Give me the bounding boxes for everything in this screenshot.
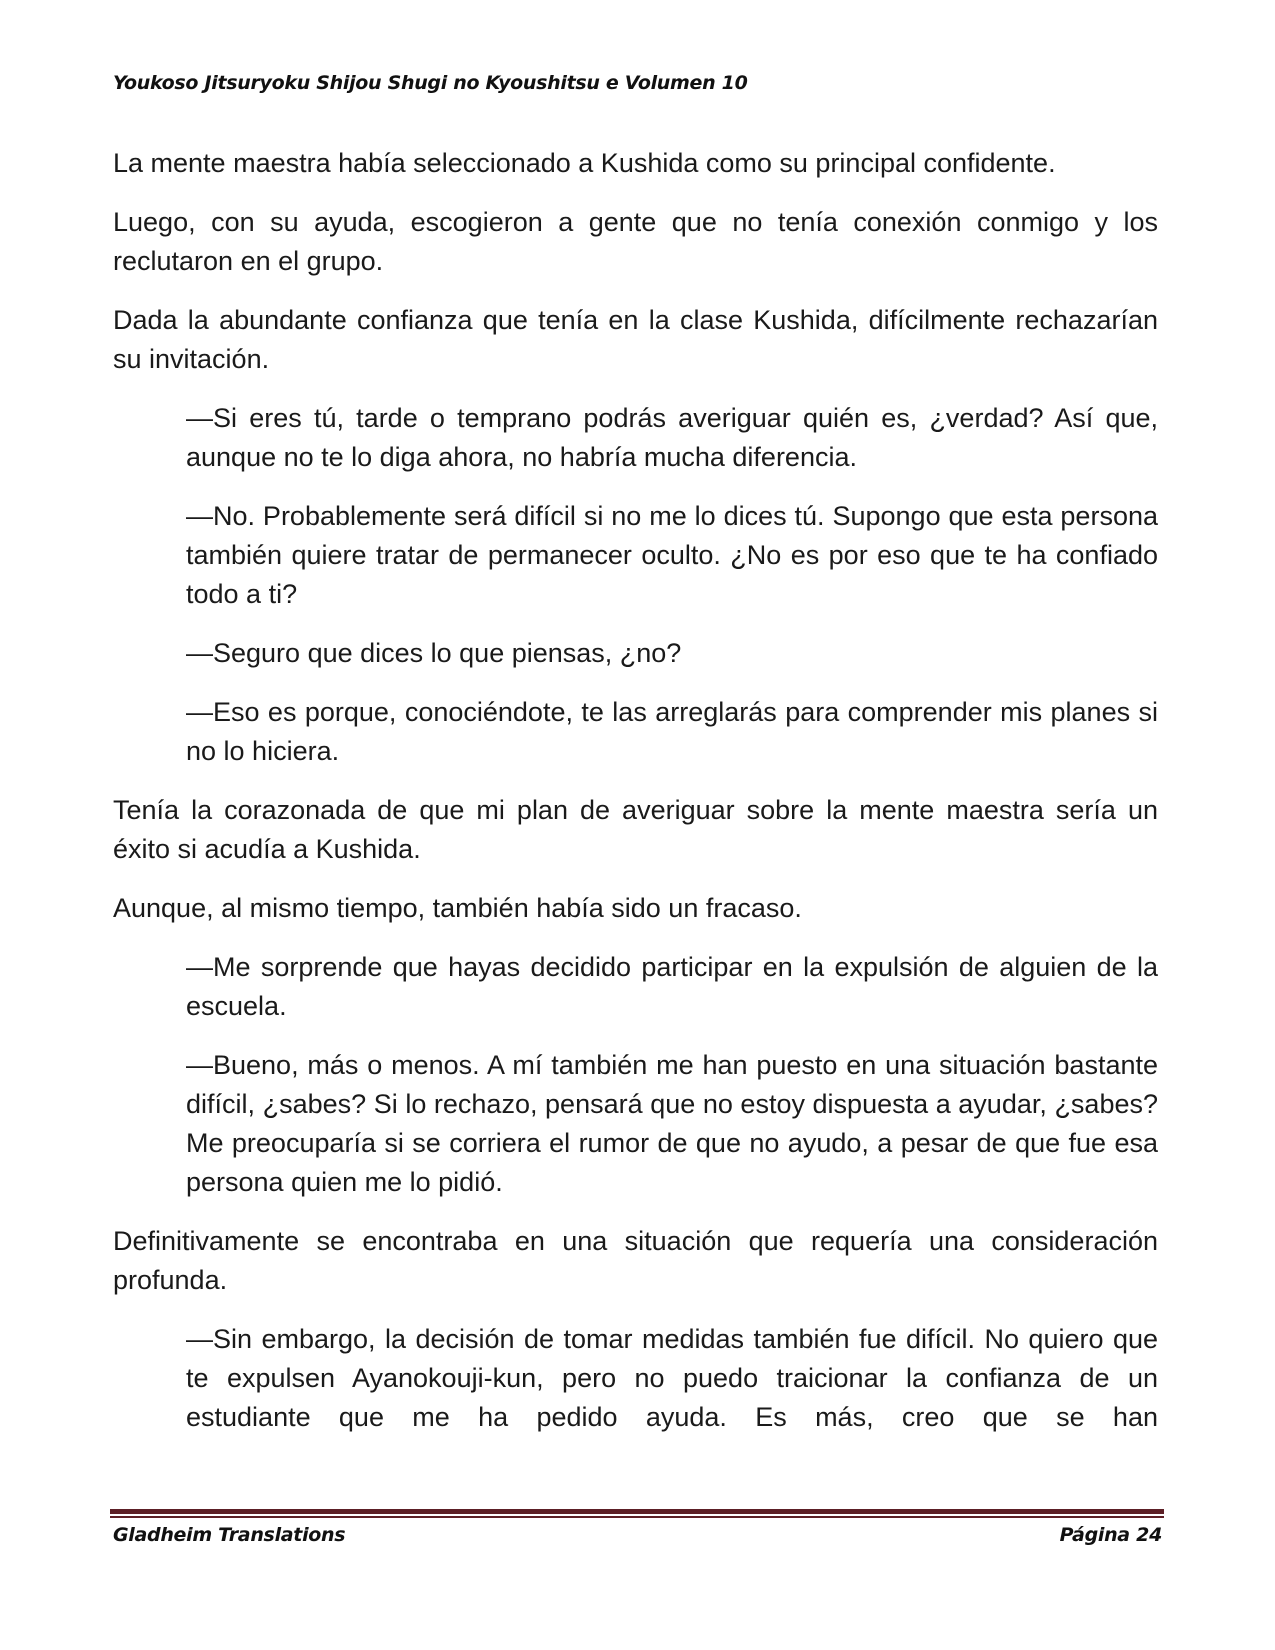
- paragraph: La mente maestra había seleccionado a Kushida como su principal confidente.: [113, 148, 1056, 178]
- dialog-paragraph: —No. Probablemente será difícil si no me lo dices tú. Supongo que esta persona también quiere tratar de permanecer oculto. ¿No es por eso que te ha confiado todo a ti?: [186, 501, 1158, 609]
- paragraph: Definitivamente se encontraba en una situación que requería una consideración profunda.: [113, 1226, 1158, 1295]
- paragraph: Aunque, al mismo tiempo, también había sido un fracaso.: [113, 893, 802, 923]
- paragraph: Dada la abundante confianza que tenía en la clase Kushida, difícilmente rechazarían su invitación.: [113, 305, 1158, 374]
- dialog-paragraph: —Bueno, más o menos. A mí también me han puesto en una situación bastante difícil, ¿sabes? Si lo rechazo, pensará que no estoy dispuesta a ayudar, ¿sabes? Me preocuparía si se corriera el rumor de que no ayudo, a pesar de que fue esa persona quien me lo pidió.: [186, 1050, 1158, 1197]
- page-number: Página 24: [1059, 1524, 1162, 1546]
- dialog-paragraph: —Sin embargo, la decisión de tomar medidas también fue difícil. No quiero que te expulsen Ayanokouji-kun, pero no puedo traicionar la confianza de un estudiante que me ha pedido ayuda. Es más, creo que se han: [186, 1324, 1158, 1432]
- paragraph: Tenía la corazonada de que mi plan de averiguar sobre la mente maestra sería un éxito si acudía a Kushida.: [113, 795, 1158, 864]
- footer-credit: Gladheim Translations: [113, 1524, 346, 1546]
- dialog-paragraph: —Seguro que dices lo que piensas, ¿no?: [186, 638, 682, 668]
- paragraph: Luego, con su ayuda, escogieron a gente que no tenía conexión conmigo y los reclutaron en el grupo.: [113, 207, 1158, 276]
- page-header-title: Youkoso Jitsuryoku Shijou Shugi no Kyoushitsu e Volumen 10: [113, 72, 748, 94]
- footer-divider-thick: [110, 1509, 1164, 1514]
- dialog-paragraph: —Eso es porque, conociéndote, te las arreglarás para comprender mis planes si no lo hiciera.: [186, 697, 1158, 766]
- dialog-paragraph: —Si eres tú, tarde o temprano podrás averiguar quién es, ¿verdad? Así que, aunque no te lo diga ahora, no habría mucha diferencia.: [186, 403, 1158, 472]
- footer-divider-thin: [110, 1516, 1164, 1518]
- dialog-paragraph: —Me sorprende que hayas decidido participar en la expulsión de alguien de la escuela.: [186, 952, 1158, 1021]
- body-text: [113, 144, 1158, 1457]
